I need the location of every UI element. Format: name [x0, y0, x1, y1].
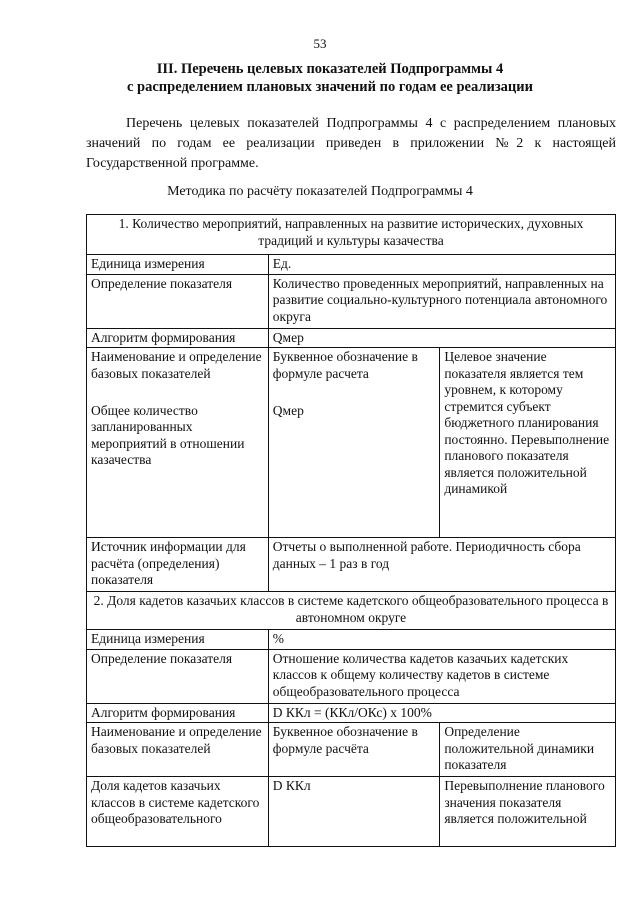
definition-label: Определение показателя [87, 274, 269, 328]
total-events-label: Общее количество запланированных мероприятий в отношении казачества [87, 402, 269, 538]
algorithm-label: Алгоритм формирования [87, 703, 269, 723]
indicator-1-title: 1. Количество мероприятий, направленных на развитие исторических, духовных традиций и культуры казачества [87, 215, 616, 255]
table-row [87, 777, 616, 847]
table-row [87, 630, 616, 650]
table-row [87, 215, 616, 255]
table-row [87, 255, 616, 275]
unit-label: Единица измерения [87, 255, 269, 275]
table-row [87, 703, 616, 723]
indicators-table [86, 214, 616, 847]
table-row [87, 538, 616, 592]
indicator-2-title: 2. Доля кадетов казачьих классов в системе кадетского общеобразовательного процесса в автономном округе [87, 592, 616, 630]
algorithm-value: D ККл = (ККл/ОКс) х 100% [268, 703, 615, 723]
definition-value: Количество проведенных мероприятий, направленных на развитие социально-культурного потенциала автономного округа [268, 274, 615, 328]
algorithm-value: Qмер [268, 328, 615, 348]
section-heading-line2: с распределением плановых значений по годам ее реализации [127, 79, 533, 95]
base-indicators-label: Наименование и определение базовых показателей [87, 348, 269, 402]
target-value-note: Целевое значение показателя является тем уровнем, к которому стремится субъект бюджетного планирования постоянно. Перевыполнение планового показателя является положительной динамикой [440, 348, 616, 538]
table-row [87, 274, 616, 328]
cadet-share-label: Доля кадетов казачьих классов в системе кадетского общеобразовательного [87, 777, 269, 847]
definition-value: Отношение количества кадетов казачьих кадетских классов к общему количеству кадетов в системе общеобразовательного процесса [268, 649, 615, 703]
table-row [87, 723, 616, 777]
source-label: Источник информации для расчёта (определения) показателя [87, 538, 269, 592]
unit-value: % [268, 630, 615, 650]
method-title: Методика по расчёту показателей Подпрограммы 4 [167, 184, 473, 199]
positive-dynamics-label: Определение положительной динамики показателя [440, 723, 616, 777]
overfulfilment-note: Перевыполнение планового значения показателя является положительной [440, 777, 616, 847]
definition-label: Определение показателя [87, 649, 269, 703]
letter-designation-label: Буквенное обозначение в формуле расчета [268, 348, 440, 402]
total-events-value: Qмер [268, 402, 440, 538]
base-indicators-label: Наименование и определение базовых показателей [87, 723, 269, 777]
unit-value: Ед. [268, 255, 615, 275]
table-row [87, 649, 616, 703]
section-heading [60, 60, 600, 96]
source-value: Отчеты о выполненной работе. Периодичность сбора данных – 1 раз в год [268, 538, 615, 592]
unit-label: Единица измерения [87, 630, 269, 650]
section-heading-line1: III. Перечень целевых показателей Подпрограммы 4 [156, 61, 504, 77]
algorithm-label: Алгоритм формирования [87, 328, 269, 348]
page-number: 53 [313, 36, 327, 51]
table-row [87, 348, 616, 402]
letter-designation-label: Буквенное обозначение в формуле расчёта [268, 723, 440, 777]
intro-paragraph: Перечень целевых показателей Подпрограммы 4 с распределением плановых значений по годам ее реализации приведен в приложении №2 к настоящей Государственной программе. [86, 116, 616, 171]
table-row [87, 592, 616, 630]
table-row [87, 328, 616, 348]
cadet-share-value: D ККл [268, 777, 440, 847]
